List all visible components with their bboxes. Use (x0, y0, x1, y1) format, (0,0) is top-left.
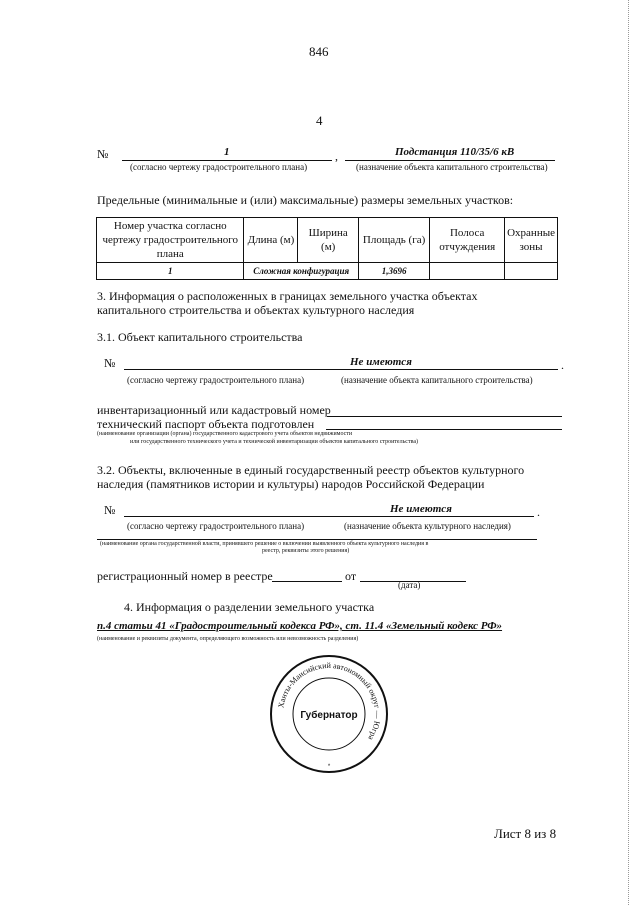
date-caption: (дата) (398, 580, 421, 590)
section4-value: п.4 статьи 41 «Градостроительный кодекса РФ», ст. 11.4 «Земельный кодекс РФ» (97, 620, 503, 632)
period-2: . (537, 505, 540, 519)
land-sizes-table (96, 217, 558, 280)
table-row (97, 263, 558, 280)
section3-heading-line2: капитального строительства и объектах культурного наследия (97, 303, 415, 317)
governor-seal (268, 653, 390, 775)
section3-heading-line1: 3. Информация о расположенных в границах земельного участка объектах (97, 289, 478, 303)
table-header-alienation: Полоса отчуждения (430, 218, 505, 263)
authority-caption-2: реестр, реквизиты этого решения) (262, 548, 350, 554)
object32-line (124, 516, 534, 517)
section32-heading-line1: 3.2. Объекты, включенные в единый государственный реестр объектов культурного (97, 463, 525, 477)
right-scan-border (628, 0, 630, 905)
caption-plan-32: (согласно чертежу градостроительного плана) (127, 521, 305, 531)
caption-purpose: (назначение объекта капитального строительства) (356, 162, 548, 172)
no-label-31: № (104, 356, 116, 370)
table-header-protection-zones: Охранные зоны (505, 218, 558, 263)
page-number: 846 (309, 44, 329, 59)
sizes-heading: Предельные (минимальные и (или) максимальные) размеры земельных участков: (97, 193, 514, 207)
plot-number-value: 1 (224, 146, 230, 158)
period: . (561, 358, 564, 372)
inventory-caption-1: (наименование организации (органа) государственного кадастрового учета объектов недвижимости (97, 431, 353, 437)
table-cell-plot-number: 1 (97, 263, 244, 280)
no-label-32: № (104, 503, 116, 517)
inventory-line (327, 416, 562, 417)
table-cell-alienation (430, 263, 505, 280)
authority-caption-1: (наименование органа государственной власти, принявшего решение о включении выявленного объекта культурного наследия в (100, 541, 429, 547)
from-label: от (345, 569, 357, 583)
svg-text:Ханты-Мансийский автономный ок (276, 661, 382, 742)
comma: , (335, 149, 338, 163)
caption-purpose-31: (назначение объекта капитального строительства) (341, 375, 533, 385)
seal-icon (268, 653, 390, 775)
table-header-width: Ширина (м) (298, 218, 358, 263)
table-header-area: Площадь (га) (358, 218, 429, 263)
authority-line (97, 539, 537, 540)
section32-heading-line2: наследия (памятников истории и культуры) народов Российской Федерации (97, 477, 485, 491)
object31-line (124, 369, 558, 370)
section31-heading: 3.1. Объект капитального строительства (97, 330, 303, 344)
object32-value: Не имеются (390, 503, 452, 515)
object-purpose-line (345, 160, 555, 161)
sheet-number: 4 (316, 113, 323, 128)
plot-number-line (122, 160, 332, 161)
passport-label: технический паспорт объекта подготовлен (97, 417, 315, 431)
no-label: № (97, 147, 109, 161)
svg-text:*: * (327, 764, 331, 770)
table-cell-protection (505, 263, 558, 280)
table-header-plot-number: Номер участка согласно чертежу градостроительного плана (97, 218, 244, 263)
sheet-footer: Лист 8 из 8 (494, 826, 557, 841)
seal-center-text: Губернатор (300, 710, 358, 721)
section4-heading: 4. Информация о разделении земельного участка (124, 600, 375, 614)
table-header-length: Длина (м) (244, 218, 298, 263)
caption-heritage-32: (назначение объекта культурного наследия) (344, 521, 511, 531)
caption-plan: (согласно чертежу градостроительного плана) (130, 162, 308, 172)
table-cell-configuration: Сложная конфигурация (244, 263, 358, 280)
inventory-caption-2: или государственного технического учета и технической инвентаризации объектов капитального строительства) (130, 439, 419, 445)
caption-plan-31: (согласно чертежу градостроительного плана) (127, 375, 305, 385)
registry-label: регистрационный номер в реестре (97, 569, 273, 583)
inventory-label: инвентаризационный или кадастровый номер (97, 403, 331, 417)
object31-value: Не имеются (350, 356, 412, 368)
passport-line (326, 429, 562, 430)
seal-ring-text: Ханты-Мансийский автономный округ — Югра (276, 660, 383, 742)
object-purpose-value: Подстанция 110/35/6 кВ (395, 146, 515, 158)
registry-line (272, 581, 342, 582)
table-cell-area: 1,3696 (358, 263, 429, 280)
section4-caption: (наименование и реквизиты документа, определяющего возможность или невозможность разделения) (97, 636, 359, 642)
